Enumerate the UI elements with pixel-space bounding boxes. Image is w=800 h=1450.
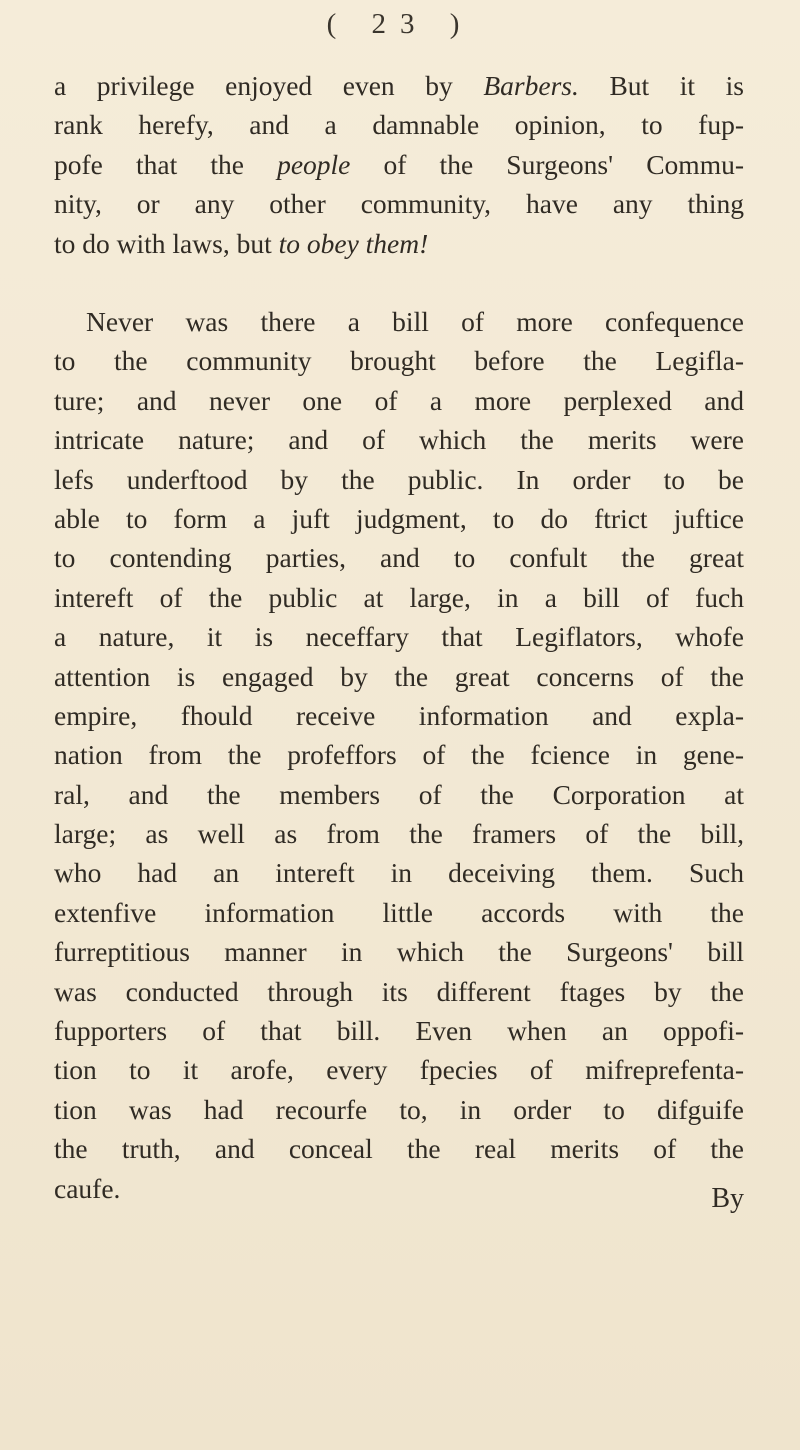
text-run: was conducted through its different ftages by the (54, 975, 744, 1007)
italic-text: people (277, 148, 351, 180)
text-run: ral, and the members of the Corporation at (54, 778, 744, 810)
text-run: intricate nature; and of which the merits were (54, 424, 744, 456)
text-run: ture; and never one of a more perplexed and (54, 384, 744, 416)
text-line (54, 381, 744, 420)
text-run: to do with laws, but (54, 227, 279, 259)
text-run: attention is engaged by the great concerns of the (54, 660, 744, 692)
text-line (54, 1129, 744, 1168)
text-run: But it is (578, 70, 744, 101)
text-run: caufe. (54, 1172, 121, 1204)
text-line (54, 105, 744, 144)
text-run: extenfive information little accords with the (54, 896, 744, 928)
text-line (54, 735, 744, 774)
text-run: to contending parties, and to confult the great (54, 542, 744, 574)
text-run: a privilege enjoyed even by (54, 70, 484, 101)
text-line (54, 499, 744, 538)
text-line (54, 893, 744, 932)
text-run: nity, or any other community, have any thing (54, 188, 744, 220)
text-run: intereft of the public at large, in a bill of fuch (54, 581, 744, 613)
text-run: lefs underftood by the public. In order to be (54, 463, 744, 495)
text-run: pofe that the (54, 148, 278, 180)
text-line (54, 1011, 744, 1050)
text-line (54, 145, 744, 184)
text-line (54, 657, 744, 696)
text-run: who had an intereft in deceiving them. Such (54, 857, 744, 889)
text-line (54, 184, 744, 223)
text-line (54, 538, 744, 577)
text-line (54, 1050, 744, 1089)
italic-text: Barbers. (483, 70, 579, 101)
catchword: By (711, 1183, 744, 1214)
text-line (54, 775, 744, 814)
text-run: tion to it arofe, every fpecies of mifreprefenta- (54, 1054, 744, 1086)
text-line (54, 932, 744, 971)
text-line (54, 814, 744, 853)
text-line (54, 578, 744, 617)
paragraph-1 (54, 66, 744, 263)
text-run: furreptitious manner in which the Surgeons' bill (54, 936, 744, 968)
text-run: a nature, it is neceffary that Legiflators, whofe (54, 621, 744, 653)
text-line (54, 1090, 744, 1129)
text-run: able to form a juft judgment, to do ftrict juftice (54, 502, 744, 534)
text-run: fupporters of that bill. Even when an oppofi- (54, 1015, 744, 1047)
italic-text: to obey them! (278, 227, 429, 259)
paragraph-2 (54, 302, 744, 1208)
text-run: to the community brought before the Legifla- (54, 345, 744, 377)
text-line (54, 341, 744, 380)
text-line (54, 420, 744, 459)
text-line (54, 460, 744, 499)
text-run: of the Surgeons' Commu- (350, 148, 744, 180)
text-line (54, 66, 744, 105)
text-line (54, 617, 744, 656)
text-run: nation from the profeffors of the fcience in gene- (54, 739, 744, 771)
text-run: tion was had recourfe to, in order to difguife (54, 1093, 744, 1125)
text-line (54, 972, 744, 1011)
text-run: rank herefy, and a damnable opinion, to fup- (54, 109, 744, 141)
text-run: Never was there a bill of more confequence (86, 306, 744, 337)
text-line (54, 696, 744, 735)
text-run: the truth, and conceal the real merits of the (54, 1133, 744, 1165)
text-line (54, 853, 744, 892)
text-run: empire, fhould receive information and expla- (54, 699, 744, 731)
page-number-header: ( 23 ) (326, 8, 474, 40)
text-line (54, 302, 744, 341)
text-line (54, 1169, 744, 1208)
text-line (54, 224, 744, 263)
text-run: large; as well as from the framers of the bill, (54, 818, 744, 850)
